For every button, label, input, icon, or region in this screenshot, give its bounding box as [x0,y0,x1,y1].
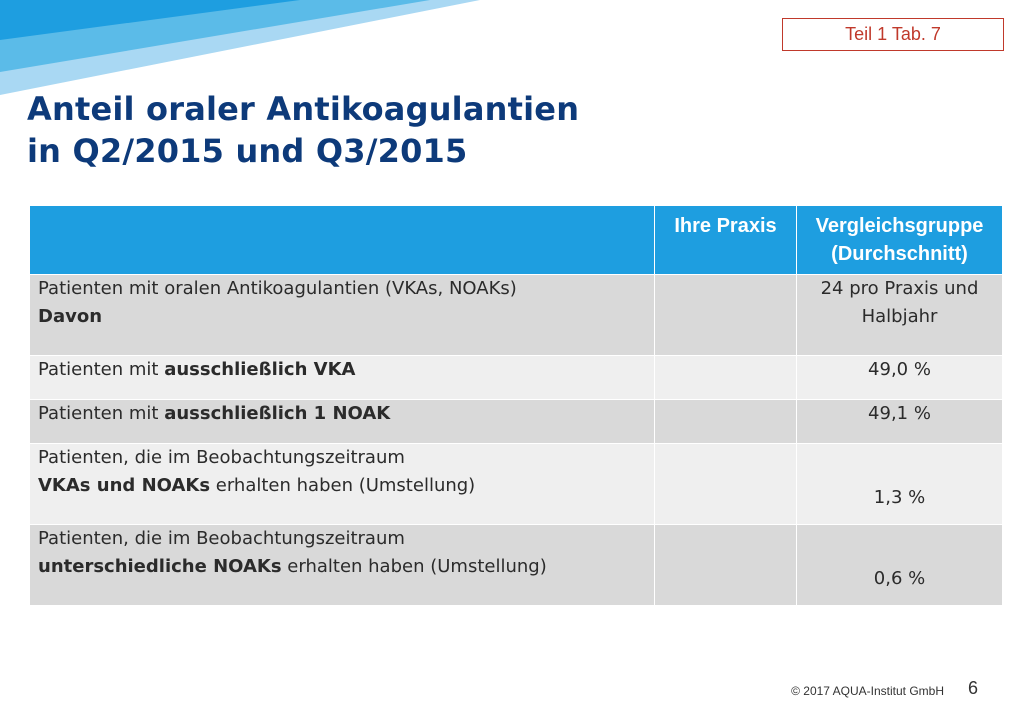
page-title [27,88,579,172]
row-label-text: Patienten mit [38,403,165,424]
row-label-text: Patienten mit [38,359,165,380]
table-row [30,444,1003,525]
header-vergleichsgruppe-line1: Vergleichsgruppe [815,215,984,237]
row-label [30,275,655,356]
table-row [30,356,1003,400]
title-line-2: in Q2/2015 und Q3/2015 [27,132,468,170]
row-label [30,356,655,400]
row-praxis-value [655,525,797,606]
row-value-line2: Halbjahr [861,306,938,327]
row-comparison-value: 49,1 % [797,400,1003,444]
row-label [30,525,655,606]
row-praxis-value [655,400,797,444]
row-label [30,400,655,444]
row-label-bold: unterschiedliche NOAKs [38,556,282,577]
row-label-bold: VKAs und NOAKs [38,475,211,496]
row-comparison-value [797,275,1003,356]
row-label-text: erhalten haben (Umstellung) [281,556,547,577]
header-vergleichsgruppe-line2: (Durchschnitt) [831,243,968,265]
row-label-bold: ausschließlich 1 NOAK [164,403,391,424]
row-praxis-value [655,444,797,525]
header-label [30,206,655,275]
row-value-line1: 24 pro Praxis und [820,278,979,299]
page-number: 6 [968,678,979,698]
table-row [30,525,1003,606]
table-row [30,275,1003,356]
row-label [30,444,655,525]
row-comparison-value: 1,3 % [797,444,1003,525]
row-label-line1: Patienten, die im Beobachtungszeitraum [38,447,405,468]
row-label-line1: Patienten mit oralen Antikoagulantien (VKAs, NOAKs) [38,278,517,299]
table-header-row [30,206,1003,275]
reference-label: Teil 1 Tab. 7 [782,18,1004,51]
row-label-line2: Davon [38,306,103,327]
row-praxis-value [655,275,797,356]
row-comparison-value: 49,0 % [797,356,1003,400]
header-vergleichsgruppe [797,206,1003,275]
header-ihre-praxis: Ihre Praxis [655,206,797,275]
title-line-1: Anteil oraler Antikoagulantien [27,90,580,128]
row-comparison-value: 0,6 % [797,525,1003,606]
row-label-line1: Patienten, die im Beobachtungszeitraum [38,528,405,549]
row-label-text: erhalten haben (Umstellung) [210,475,476,496]
table-row [30,400,1003,444]
row-praxis-value [655,356,797,400]
row-label-bold: ausschließlich VKA [164,359,356,380]
copyright-notice: © 2017 AQUA-Institut GmbH [791,684,944,698]
anticoagulant-table [29,205,1003,606]
